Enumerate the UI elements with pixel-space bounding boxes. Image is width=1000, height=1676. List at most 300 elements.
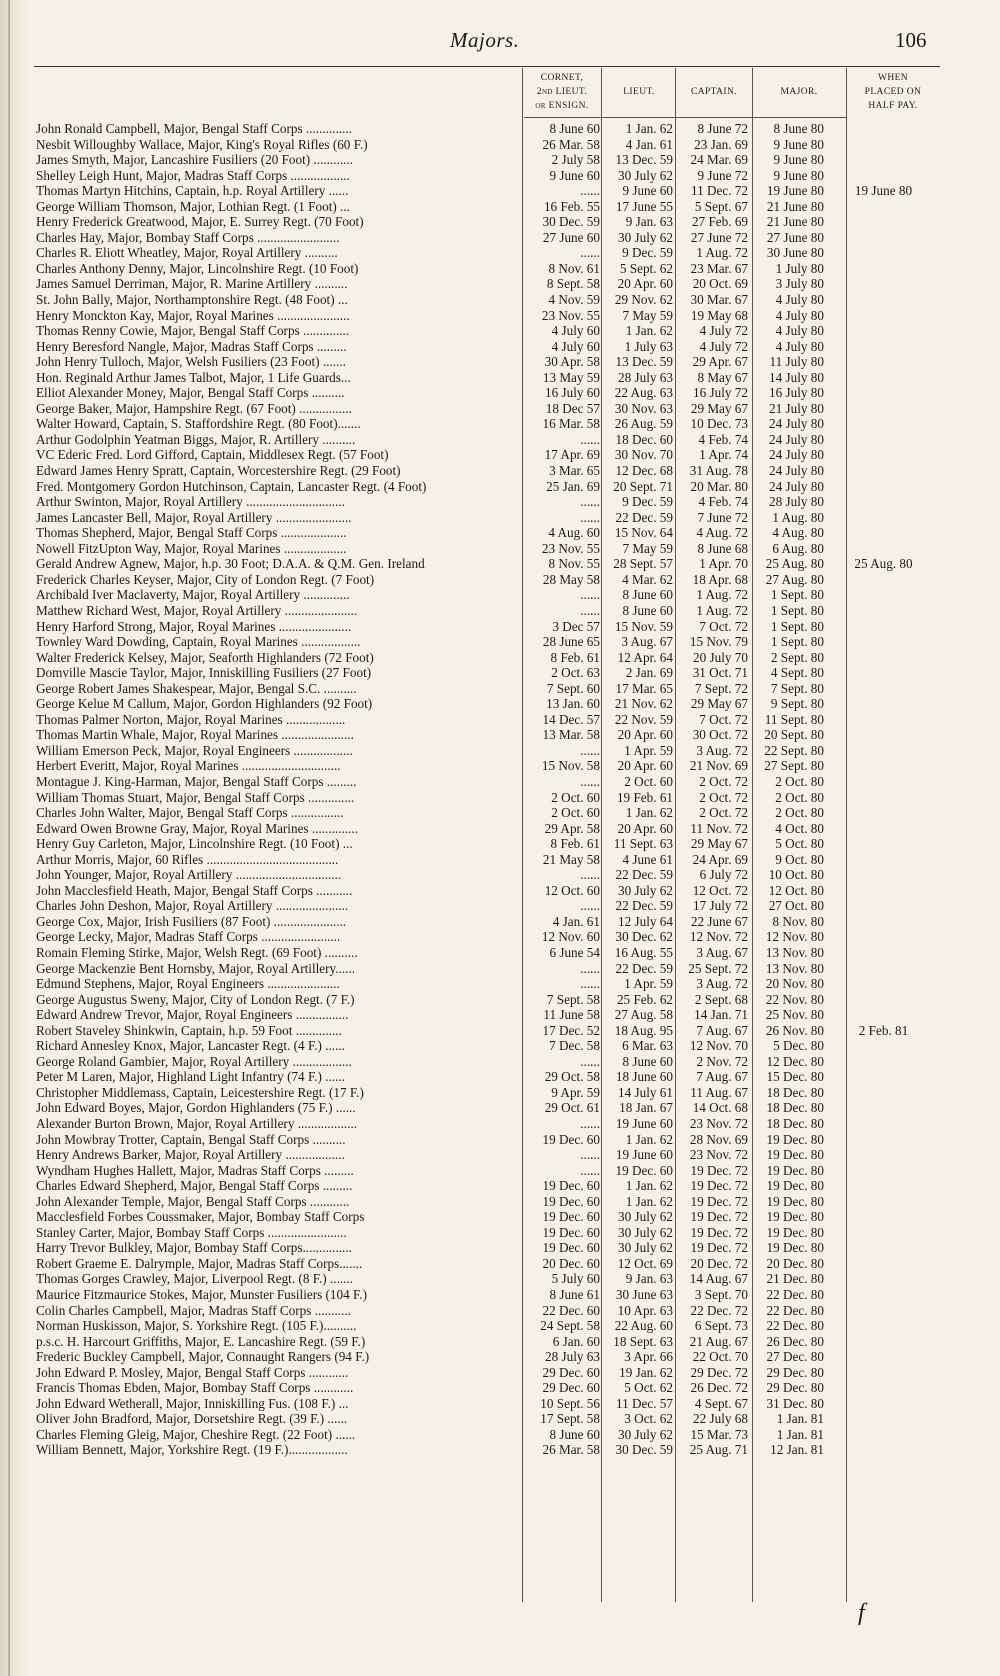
table-row [36,665,943,681]
date-cornet: 17 Apr. 69 [544,447,600,463]
table-row [36,1054,943,1070]
table-row [36,479,943,495]
date-lieut: 20 Apr. 60 [617,758,673,774]
date-cornet: 8 Sept. 58 [546,276,600,292]
table-row [36,245,943,261]
date-lieut: 9 Jan. 63 [625,214,673,230]
date-half-pay [824,370,943,386]
date-lieut: 19 Feb. 61 [616,789,673,805]
table-row [36,214,943,230]
table-row [36,308,943,324]
date-lieut: 3 Apr. 66 [624,1349,673,1365]
officer-name: Thomas Gorges Crawley, Major, Liverpool Regt. (8 F.) ....... [36,1271,354,1287]
date-cornet: 9 Apr. 59 [551,1084,600,1100]
date-half-pay [824,137,943,153]
date-major: 27 Sept. 80 [764,758,824,774]
officer-name: Charles Hay, Major, Bombay Staff Corps ......................... [36,229,340,245]
date-captain: 27 Feb. 69 [691,214,748,230]
officer-name: Charles John Walter, Major, Bengal Staff Corps ................ [36,805,344,821]
date-cornet: ...... [580,976,600,992]
date-lieut: 1 Jan. 62 [625,1178,673,1194]
officer-name: Alexander Burton Brown, Major, Royal Artillery .................. [36,1116,358,1131]
table-row [36,1007,943,1023]
date-lieut: 4 Mar. 62 [622,571,673,587]
officer-name: John Edward Wetherall, Major, Inniskilling Fus. (108 F.) ... [36,1395,349,1411]
officer-name: Thomas Martin Whale, Major, Royal Marines ...................... [36,727,354,743]
date-half-pay [824,619,943,635]
date-cornet: 11 June 58 [543,1007,600,1023]
date-lieut: 30 July 62 [618,1240,673,1256]
date-lieut: 11 Sept. 63 [613,836,673,852]
officer-name: Wyndham Hughes Hallett, Major, Madras Staff Corps ......... [36,1162,354,1178]
date-major: 2 Sept. 80 [770,649,824,665]
table-row [36,945,943,961]
table-row [36,961,943,977]
officer-name: John Edward Boyes, Major, Gordon Highlanders (75 F.) ...... [36,1100,356,1116]
date-half-pay [824,1038,943,1054]
date-lieut: 1 Jan. 62 [625,121,673,136]
date-half-pay [824,168,943,184]
date-captain: 10 Dec. 73 [690,416,748,432]
date-cornet: ...... [580,1053,600,1069]
date-major: 8 June 80 [773,121,824,136]
date-cornet: 2 Oct. 60 [551,789,600,805]
officer-name: Romain Fleming Stirke, Major, Welsh Regt. (69 Foot) .......... [36,944,358,960]
date-cornet: 19 Dec. 60 [542,1209,600,1225]
officer-name: Matthew Richard West, Major, Royal Artillery ...................... [36,602,358,618]
date-half-pay [824,758,943,774]
date-captain: 29 Dec. 72 [690,1364,748,1380]
officer-name: Townley Ward Dowding, Captain, Royal Marines .................. [36,634,361,650]
date-cornet: ...... [580,509,600,525]
binding-line [8,0,10,1676]
table-row [36,1085,943,1101]
date-half-pay [824,1380,943,1396]
date-lieut: 1 July 63 [624,338,673,354]
date-captain: 1 Apr. 70 [699,556,748,572]
date-lieut: 12 July 64 [618,913,673,929]
date-half-pay [824,261,943,277]
date-lieut: 28 July 63 [618,369,673,385]
date-lieut: 22 Aug. 63 [614,385,673,401]
date-lieut: 18 Dec. 60 [615,431,673,447]
date-captain: 4 July 72 [699,338,748,354]
date-major: 12 Jan. 81 [770,1442,824,1458]
date-cornet: 8 June 61 [549,1287,600,1303]
table-row [36,1209,943,1225]
date-captain: 29 May 67 [690,696,748,712]
table-row [36,743,943,759]
date-cornet: 21 May 58 [542,851,600,867]
officer-name: George Mackenzie Bent Hornsby, Major, Royal Artillery...... [36,960,356,976]
table-row [36,929,943,945]
table-row [36,992,943,1008]
officer-name: Walter Howard, Captain, S. Staffordshire Regt. (80 Foot)....... [36,416,361,432]
date-captain: 20 Oct. 69 [692,276,748,292]
date-captain: 4 Feb. 74 [698,431,748,447]
date-cornet: 4 July 60 [551,338,600,354]
officer-name: John Edward P. Mosley, Major, Bengal Staff Corps ............ [36,1364,349,1380]
date-lieut: 18 Sept. 63 [613,1333,673,1349]
officer-name: George Lecky, Major, Madras Staff Corps ........................ [36,929,341,945]
table-row [36,1334,943,1350]
date-captain: 14 Jan. 71 [694,1007,748,1023]
date-half-pay [824,1256,943,1272]
date-major: 22 Dec. 80 [766,1302,824,1318]
date-lieut: 2 Oct. 60 [624,773,673,789]
date-half-pay [824,1147,943,1163]
date-half-pay [824,914,943,930]
date-cornet: 4 Jan. 61 [552,913,600,929]
date-lieut: 12 Apr. 64 [617,649,673,665]
date-captain: 20 Dec. 72 [690,1255,748,1271]
date-cornet: 13 May 59 [542,369,600,385]
date-lieut: 30 Nov. 63 [614,400,673,416]
officer-name: George Augustus Sweny, Major, City of London Regt. (7 F.) [36,991,355,1007]
table-row [36,883,943,899]
date-half-pay [824,727,943,743]
date-cornet: 30 Apr. 58 [544,354,600,370]
date-cornet: 26 Mar. 58 [542,1442,600,1458]
date-captain: 8 June 72 [697,121,748,136]
date-half-pay [824,1100,943,1116]
date-captain: 15 Mar. 73 [690,1426,748,1442]
table-row [36,1427,943,1443]
date-cornet: ...... [580,1162,600,1178]
date-cornet: ...... [580,773,600,789]
date-captain: 21 Nov. 69 [689,758,748,774]
date-half-pay [824,479,943,495]
date-cornet: ...... [580,1147,600,1163]
date-half-pay: 19 June 80 [854,183,913,199]
date-cornet: 17 Dec. 52 [542,1022,600,1038]
date-cornet: 12 Oct. 60 [544,882,600,898]
date-lieut: 6 Mar. 63 [622,1038,673,1054]
date-half-pay [824,416,943,432]
majors-table-body [36,121,943,1458]
date-cornet: 29 Oct. 61 [544,1100,600,1116]
date-major: 11 Sept. 80 [764,711,824,727]
date-half-pay [824,1116,943,1132]
date-cornet: 19 Dec. 60 [542,1224,600,1240]
table-row [36,1163,943,1179]
date-major: 21 July 80 [769,400,824,416]
table-row [36,712,943,728]
table-row [36,152,943,168]
date-half-pay [824,681,943,697]
date-captain: 7 Aug. 67 [696,1069,748,1085]
date-lieut: 17 June 55 [615,198,673,214]
date-half-pay [824,152,943,168]
officer-name: Robert Staveley Shinkwin, Captain, h.p. 59 Foot .............. [36,1022,342,1038]
date-captain: 25 Aug. 71 [689,1442,748,1458]
officer-name: Henry Beresford Nangle, Major, Madras Staff Corps ......... [36,338,347,354]
date-captain: 19 Dec. 72 [690,1162,748,1178]
date-cornet: ...... [580,898,600,914]
table-row [36,1023,943,1039]
date-captain: 23 Nov. 72 [689,1147,748,1163]
date-cornet: 27 June 60 [542,229,600,245]
date-major: 13 Nov. 80 [765,960,824,976]
officer-name: Archibald Iver Maclaverty, Major, Royal Artillery .............. [36,587,350,603]
date-lieut: 13 Dec. 59 [615,354,673,370]
date-major: 22 Dec. 80 [766,1287,824,1303]
date-major: 1 Jan. 81 [776,1411,824,1427]
date-major: 21 June 80 [766,214,824,230]
date-major: 18 Dec. 80 [766,1116,824,1131]
officer-name: Nowell FitzUpton Way, Major, Royal Marines ................... [36,540,347,556]
date-major: 4 July 80 [775,307,824,323]
date-major: 1 Jan. 81 [776,1426,824,1442]
officer-name: Maurice Fitzmaurice Stokes, Major, Munster Fusiliers (104 F.) [36,1287,367,1303]
table-row [36,292,943,308]
date-cornet: 7 Sept. 60 [546,680,600,696]
column-header-captain: CAPTAIN. [691,87,737,97]
date-major: 1 Sept. 80 [770,634,824,650]
date-lieut: 12 Dec. 68 [615,463,673,479]
date-major: 10 Oct. 80 [768,867,824,883]
date-half-pay [824,774,943,790]
table-row [36,1271,943,1287]
date-half-pay [824,1318,943,1334]
date-cornet: 2 July 58 [551,152,600,168]
date-major: 22 Nov. 80 [765,991,824,1007]
column-header-half-pay: WHEN PLACED ON HALF PAY. [864,73,922,111]
date-cornet: 6 Jan. 60 [552,1333,600,1349]
table-row [36,121,943,137]
date-half-pay [824,323,943,339]
officer-name: James Samuel Derriman, Major, R. Marine Artillery .......... [36,276,348,292]
officer-name: Colin Charles Campbell, Major, Madras Staff Corps ........... [36,1302,351,1318]
date-half-pay [824,339,943,355]
date-captain: 12 Oct. 72 [692,882,748,898]
table-row [36,619,943,635]
officer-name: John Macclesfield Heath, Major, Bengal Staff Corps ........... [36,882,353,898]
date-half-pay [824,1209,943,1225]
date-captain: 4 Feb. 74 [698,494,748,510]
date-captain: 23 Jan. 69 [694,136,748,152]
date-captain: 1 Aug. 72 [696,245,748,261]
officer-name: Robert Graeme E. Dalrymple, Major, Madras Staff Corps....... [36,1255,363,1271]
column-header-major: MAJOR. [780,87,818,97]
table-row [36,556,943,572]
date-cornet: 5 July 60 [551,1271,600,1287]
date-captain: 2 Nov. 72 [696,1053,748,1069]
date-half-pay [824,432,943,448]
table-row [36,852,943,868]
date-captain: 17 July 72 [693,898,748,914]
date-lieut: 7 May 59 [622,307,673,323]
date-cornet: 16 Mar. 58 [542,416,600,432]
date-cornet: 8 June 60 [549,1426,600,1442]
date-lieut: 20 Apr. 60 [617,276,673,292]
date-half-pay [824,976,943,992]
date-major: 20 Dec. 80 [766,1255,824,1271]
officer-name: Gerald Andrew Agnew, Major, h.p. 30 Foot; D.A.A. & Q.M. Gen. Ireland [36,556,425,572]
date-lieut: 26 Aug. 59 [614,416,673,432]
date-lieut: 13 Dec. 59 [615,152,673,168]
officer-name: Frederick Charles Keyser, Major, City of London Regt. (7 Foot) [36,571,375,587]
date-major: 22 Dec. 80 [766,1318,824,1334]
date-major: 4 July 80 [775,323,824,339]
date-captain: 26 Dec. 72 [690,1380,748,1396]
table-row [36,463,943,479]
date-captain: 7 Oct. 72 [699,711,748,727]
date-lieut: 27 Aug. 58 [614,1007,673,1023]
date-lieut: 1 Jan. 62 [625,1131,673,1147]
date-major: 2 Oct. 80 [775,789,824,805]
officer-name: Montague J. King-Harman, Major, Bengal Staff Corps ......... [36,773,357,789]
date-captain: 29 May 67 [690,836,748,852]
table-row [36,898,943,914]
officer-name: Edward Andrew Trevor, Major, Royal Engineers ................ [36,1007,349,1023]
date-major: 1 Sept. 80 [770,587,824,603]
table-row [36,370,943,386]
date-lieut: 3 Oct. 62 [624,1411,673,1427]
date-major: 15 Dec. 80 [766,1069,824,1085]
date-lieut: 8 June 60 [622,1053,673,1069]
date-major: 1 July 80 [775,260,824,276]
date-major: 18 Dec. 80 [766,1084,824,1100]
date-half-pay [824,898,943,914]
date-major: 13 Nov. 80 [765,944,824,960]
table-row [36,276,943,292]
date-major: 1 Sept. 80 [770,618,824,634]
date-captain: 22 June 67 [690,913,748,929]
officer-name: George William Thomson, Major, Lothian Regt. (1 Foot) ... [36,198,350,214]
date-lieut: 8 June 60 [622,587,673,603]
officer-name: Herbert Everitt, Major, Royal Marines .............................. [36,758,341,774]
date-major: 19 Dec. 80 [766,1224,824,1240]
date-captain: 15 Nov. 79 [689,634,748,650]
date-half-pay [824,852,943,868]
officer-name: Arthur Swinton, Major, Royal Artillery .............................. [36,494,345,510]
date-lieut: 20 Sept. 71 [613,478,673,494]
date-captain: 22 Dec. 72 [690,1302,748,1318]
date-major: 9 June 80 [773,167,824,183]
date-lieut: 18 Jan. 67 [619,1100,673,1116]
table-row [36,416,943,432]
date-half-pay [824,199,943,215]
date-half-pay [824,1054,943,1070]
table-row [36,1303,943,1319]
table-row [36,790,943,806]
date-major: 19 June 80 [766,183,824,199]
officer-name: George Kelue M Callum, Major, Gordon Highlanders (92 Foot) [36,696,373,712]
date-captain: 11 Aug. 67 [690,1084,748,1100]
date-lieut: 9 Dec. 59 [622,245,673,261]
date-half-pay [824,1271,943,1287]
date-half-pay [824,1007,943,1023]
date-captain: 27 June 72 [690,229,748,245]
date-lieut: 30 July 62 [618,1426,673,1442]
date-lieut: 22 Dec. 59 [615,867,673,883]
date-cornet: 3 Dec 57 [552,618,600,634]
date-cornet: 8 Feb. 61 [550,836,600,852]
date-lieut: 22 Dec. 59 [615,509,673,525]
date-half-pay [824,1240,943,1256]
date-cornet: 23 Nov. 55 [541,540,600,556]
officer-name: Edward James Henry Spratt, Captain, Worcestershire Regt. (29 Foot) [36,463,401,479]
date-major: 30 June 80 [766,245,824,261]
date-cornet: ...... [580,494,600,510]
date-captain: 8 June 68 [697,540,748,556]
date-captain: 28 Nov. 69 [689,1131,748,1147]
date-major: 22 Sept. 80 [764,742,824,758]
date-captain: 16 July 72 [693,385,748,401]
date-lieut: 21 Nov. 62 [614,696,673,712]
table-row [36,587,943,603]
table-row [36,1411,943,1427]
date-captain: 24 Mar. 69 [690,152,748,168]
date-lieut: 4 June 61 [622,851,673,867]
officer-name: Charles Fleming Gleig, Major, Cheshire Regt. (22 Foot) ...... [36,1426,356,1442]
date-major: 19 Dec. 80 [766,1240,824,1256]
date-cornet: 25 Jan. 69 [546,478,600,494]
date-half-pay [824,463,943,479]
date-captain: 9 June 72 [697,167,748,183]
date-lieut: 30 June 63 [615,1287,673,1303]
date-lieut: 1 Jan. 62 [625,1193,673,1209]
date-half-pay [824,525,943,541]
date-lieut: 25 Feb. 62 [616,991,673,1007]
date-lieut: 9 Jan. 63 [625,1271,673,1287]
date-cornet: ...... [580,1116,600,1131]
officer-name: Thomas Renny Cowie, Major, Bengal Staff Corps .............. [36,323,350,339]
date-captain: 3 Aug. 72 [696,742,748,758]
officer-name: Fred. Montgomery Gordon Hutchinson, Captain, Lancaster Regt. (4 Foot) [36,478,427,494]
date-lieut: 30 July 62 [618,229,673,245]
date-captain: 19 May 68 [690,307,748,323]
table-row [36,1038,943,1054]
table-row [36,758,943,774]
officer-name: Henry Guy Carleton, Major, Lincolnshire Regt. (10 Foot) ... [36,836,353,852]
date-cornet: 29 Dec. 60 [542,1380,600,1396]
date-captain: 3 Aug. 72 [696,976,748,992]
date-lieut: 1 Jan. 62 [625,805,673,821]
date-lieut: 20 Apr. 60 [617,727,673,743]
date-captain: 12 Nov. 70 [689,1038,748,1054]
date-captain: 25 Sept. 72 [688,960,748,976]
date-cornet: 24 Sept. 58 [540,1318,600,1334]
officer-name: John Alexander Temple, Major, Bengal Staff Corps ............ [36,1193,350,1209]
date-half-pay [824,1442,943,1458]
date-major: 24 July 80 [769,431,824,447]
date-major: 9 June 80 [773,136,824,152]
date-captain: 19 Dec. 72 [690,1193,748,1209]
officer-name: Oliver John Bradford, Major, Dorsetshire Regt. (39 F.) ...... [36,1411,348,1427]
date-lieut: 22 Dec. 59 [615,898,673,914]
date-major: 29 Dec. 80 [766,1364,824,1380]
officer-name: Henry Harford Strong, Major, Royal Marines ...................... [36,618,352,634]
table-row [36,572,943,588]
date-half-pay [824,883,943,899]
date-cornet: 28 May 58 [542,571,600,587]
date-captain: 19 Dec. 72 [690,1240,748,1256]
date-half-pay [824,836,943,852]
table-row [36,199,943,215]
date-captain: 19 Dec. 72 [690,1209,748,1225]
date-lieut: 15 Nov. 59 [614,618,673,634]
date-cornet: 29 Apr. 58 [544,820,600,836]
table-row [36,805,943,821]
date-half-pay [824,1225,943,1241]
date-half-pay [824,634,943,650]
date-cornet: 23 Nov. 55 [541,307,600,323]
table-row [36,696,943,712]
date-cornet: ...... [580,431,600,447]
date-half-pay [824,385,943,401]
